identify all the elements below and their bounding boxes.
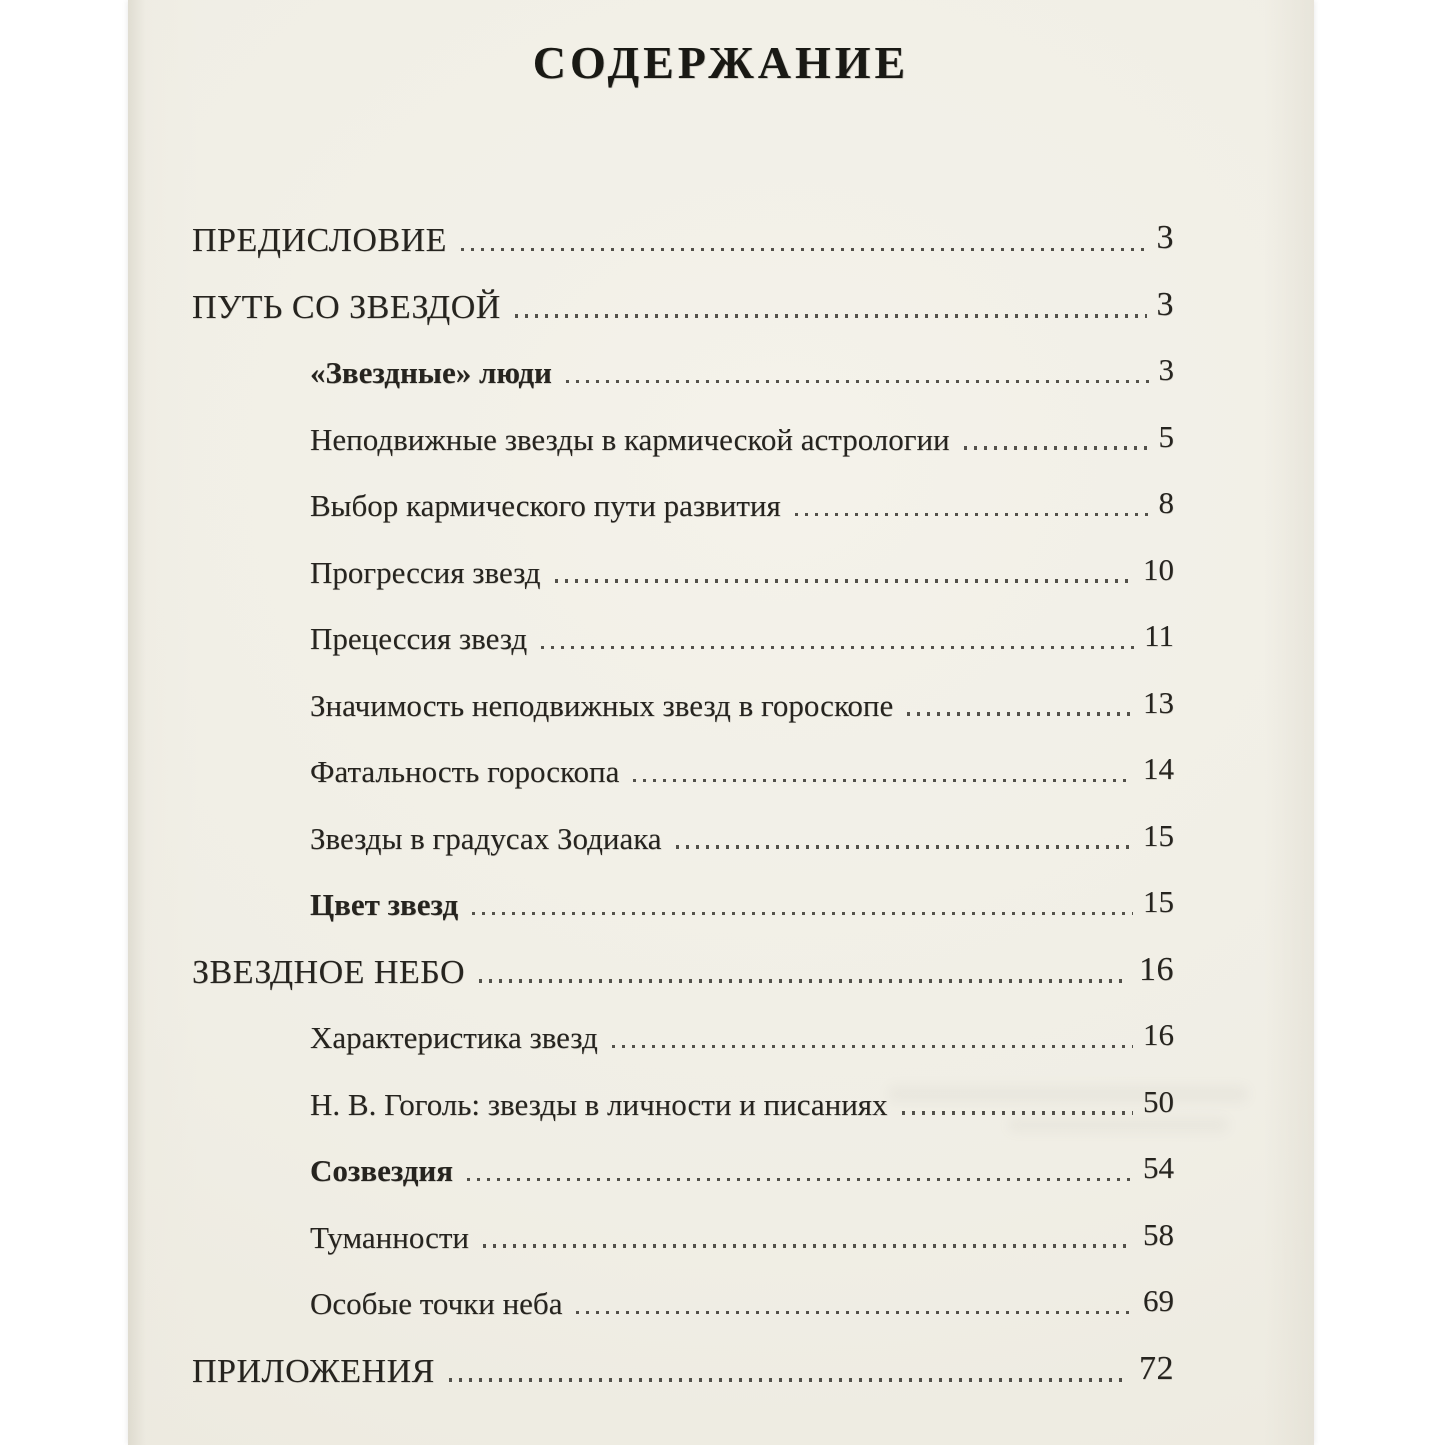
dot-leader (555, 579, 1133, 582)
toc-entry (128, 1017, 1314, 1087)
toc-entry (128, 884, 1314, 954)
toc-entry (128, 684, 1314, 755)
toc-entry-page: 16 (1143, 1017, 1174, 1052)
toc-entry-page: 3 (1158, 352, 1174, 387)
toc-entry-page: 15 (1143, 884, 1174, 919)
dot-leader (907, 712, 1133, 715)
dot-leader (676, 845, 1133, 848)
toc-entry-label: «Звездные» люди (310, 355, 552, 390)
toc-entry-label: ПУТЬ СО ЗВЕЗДОЙ (192, 288, 501, 326)
toc-entry-page: 10 (1143, 551, 1174, 587)
dot-leader (472, 912, 1133, 915)
toc-entry-label: ПРИЛОЖЕНИЯ (192, 1352, 435, 1390)
toc-entry (128, 1349, 1314, 1420)
toc-entry-page: 5 (1158, 418, 1174, 454)
toc-entry-page: 14 (1143, 751, 1174, 786)
toc-entry-page: 11 (1144, 618, 1174, 653)
toc-entry (128, 1283, 1314, 1353)
dot-leader (964, 446, 1149, 449)
dot-leader (541, 646, 1134, 649)
dot-leader (467, 1178, 1133, 1181)
toc-entry-label: Выбор кармического пути развития (310, 488, 781, 523)
table-of-contents (128, 219, 1314, 1419)
toc-entry-label: ПРЕДИСЛОВИЕ (192, 222, 447, 259)
toc-entry-label: Особые точки неба (310, 1286, 563, 1321)
dot-leader (483, 1244, 1133, 1247)
toc-entry-label: Туманности (310, 1219, 469, 1255)
toc-entry-page: 15 (1143, 817, 1174, 853)
toc-entry-label: Созвездия (310, 1153, 454, 1188)
toc-entry (128, 618, 1314, 688)
toc-entry-page: 50 (1143, 1083, 1174, 1119)
toc-entry-label: Фатальность гороскопа (310, 754, 620, 789)
toc-entry-label: Неподвижные звезды в кармической астрологии (310, 421, 950, 457)
toc-entry-page: 69 (1143, 1283, 1174, 1318)
toc-entry-page: 16 (1139, 950, 1174, 988)
toc-entry (128, 1083, 1314, 1154)
page-title: СОДЕРЖАНИЕ (532, 37, 910, 88)
toc-entry (128, 1150, 1314, 1220)
toc-entry (128, 219, 1314, 289)
toc-entry (128, 485, 1314, 555)
dot-leader (449, 1378, 1129, 1381)
dot-leader (479, 979, 1129, 982)
dot-leader (795, 513, 1149, 516)
toc-entry-page: 8 (1158, 485, 1174, 520)
toc-entry-page: 3 (1156, 285, 1174, 323)
toc-entry-label: Характеристика звезд (310, 1020, 598, 1055)
toc-entry-label: ЗВЕЗДНОЕ НЕБО (192, 953, 466, 991)
dot-leader (576, 1311, 1133, 1314)
toc-entry-page: 54 (1143, 1150, 1174, 1185)
book-page (128, 0, 1314, 1445)
toc-entry-page: 72 (1139, 1349, 1174, 1387)
toc-entry-label: Значимость неподвижных звезд в гороскопе (310, 687, 894, 723)
toc-entry-label: Н. В. Гоголь: звезды в личности и писаниях (310, 1086, 888, 1122)
dot-leader (612, 1045, 1133, 1048)
toc-entry (128, 1216, 1314, 1287)
toc-entry (128, 751, 1314, 821)
dot-leader (902, 1111, 1133, 1114)
toc-entry (128, 352, 1314, 422)
toc-entry-label: Прецессия звезд (310, 621, 528, 656)
toc-entry (128, 418, 1314, 489)
dot-leader (566, 380, 1149, 383)
dot-leader (633, 779, 1133, 782)
toc-entry-label: Звезды в градусах Зодиака (310, 820, 662, 856)
toc-entry-page: 13 (1143, 684, 1174, 720)
dot-leader (461, 248, 1147, 251)
toc-entry-label: Прогрессия звезд (310, 554, 541, 590)
toc-entry-page: 3 (1156, 219, 1174, 256)
toc-entry (128, 950, 1314, 1021)
toc-entry-label: Цвет звезд (310, 887, 459, 922)
toc-entry-page: 58 (1143, 1216, 1174, 1252)
dot-leader (515, 314, 1147, 317)
toc-entry (128, 285, 1314, 356)
toc-entry (128, 817, 1314, 888)
toc-entry (128, 551, 1314, 622)
